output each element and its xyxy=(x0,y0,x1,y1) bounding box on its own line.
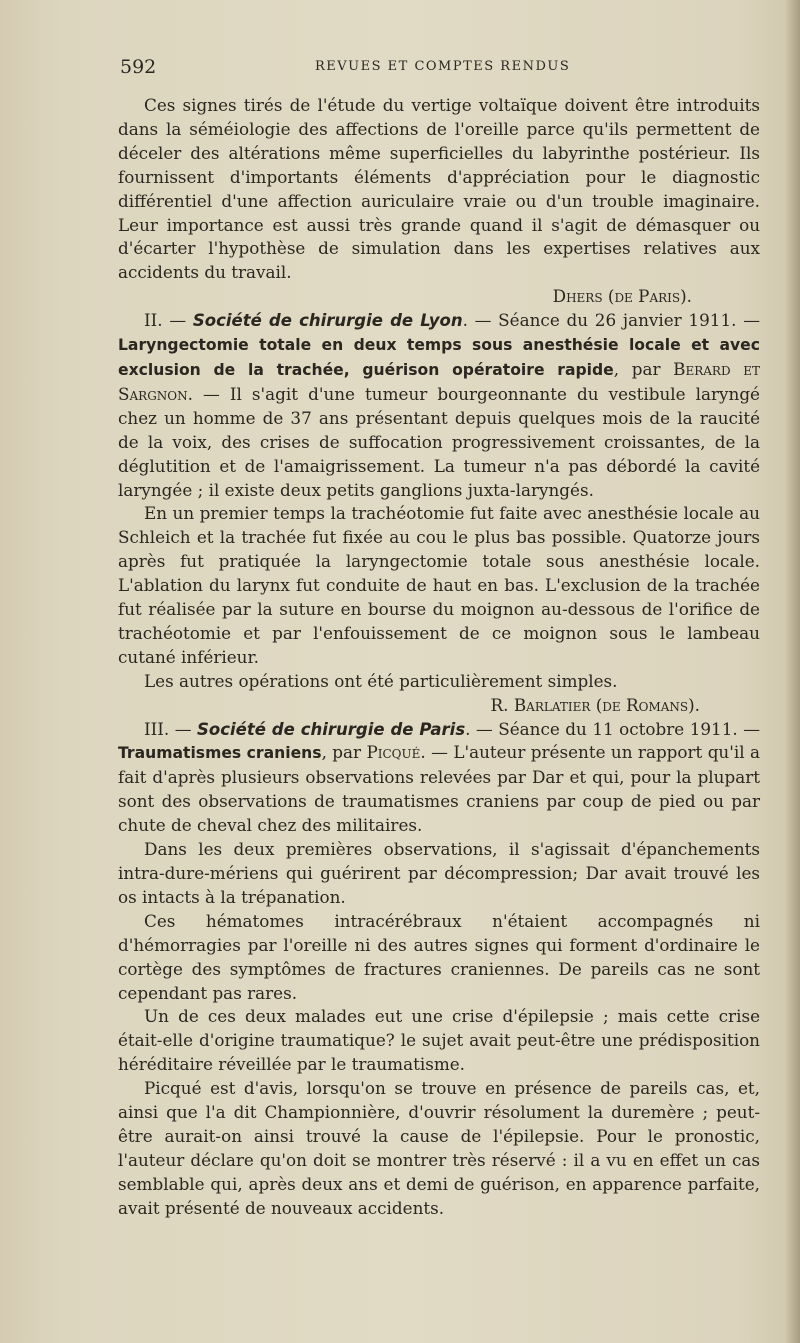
society-name: Société de chirurgie de Paris xyxy=(196,719,466,739)
section-number: II. — xyxy=(144,310,193,331)
society-name: Société de chirurgie de Lyon xyxy=(192,311,463,331)
section-text: . — L'auteur présente un rapport qu'il a fait d'après plusieurs observations relevées par Dar et qui, pour la plupart sont des observations de traumatismes craniens par coup de pied ou par chute de cheval chez des militaires. xyxy=(118,742,760,836)
by-text: , par xyxy=(613,358,674,379)
paragraph-epanchements: Dans les deux premières observations, il s'agissait d'épanchements intra-dure-mériens qui guérirent par décompression; Dar avait trouvé les os intacts à la trépanation. xyxy=(118,839,760,907)
page-edge xyxy=(786,0,800,1343)
article-title: Traumatismes craniens xyxy=(118,744,322,763)
page-number: 592 xyxy=(120,56,157,78)
paragraph-picque: Picqué est d'avis, lorsqu'on se trouve en présence de pareils cas, et, ainsi que l'a dit Championnière, d'ouvrir résolument la duremère ; peut-être aurait-on ainsi trouvé la cause de l'épilepsie. Pour le pronostic, l'auteur déclare qu'on doit se montrer très réservé : il a vu en effet un cas semblable qui, après deux ans et demi de guérison, en apparence parfaite, avait présenté de nouveaux accidents. xyxy=(118,1078,760,1218)
paragraph-epilepsie: Un de ces deux malades eut une crise d'épilepsie ; mais cette crise était-elle d'origine traumatique? le sujet avait peut-être une prédisposition héréditaire réveillée par le traumatisme. xyxy=(118,1006,760,1075)
session-date: . — Séance du 11 octobre 1911. — xyxy=(465,718,761,739)
section-iii-paragraph xyxy=(118,718,760,839)
article-body xyxy=(118,94,760,1221)
paragraph-tracheotomie: En un premier temps la trachéotomie fut faite avec anesthésie locale au Schleich et la trachée fut fixée au cou le plus bas possible. Quatorze jours après fut pratiquée la laryngectomie totale sous anesthésie locale. L'ablation du larynx fut conduite de haut en bas. L'exclusion de la trachée fut réalisée par la suture en bourse du moignon au-dessous de l'orifice de trachéotomie et par l'enfouissement de ce moignon sous le lambeau cutané inférieur. xyxy=(118,503,760,667)
section-text: . — Il s'agit d'une tumeur bourgeonnante du vestibule laryngé chez un homme de 37 ans présentant depuis quelques mois de la raucité de la voix, des crises de suffocation progressivement croissantes, de la déglutition et de l'amaigrissement. La tumeur n'a pas débordé la cavité laryngée ; il existe deux petits ganglions juxta-laryngés. xyxy=(118,383,760,500)
page-header xyxy=(120,56,760,80)
by-text: , par xyxy=(321,742,367,763)
session-date: . — Séance du 26 janvier 1911. — xyxy=(462,310,760,331)
section-ii-paragraph xyxy=(118,309,760,502)
article-title: Laryngectomie totale en deux temps sous anesthésie locale et avec exclusion de la trachée, guérison opératoire rapide xyxy=(118,336,760,379)
section-number: III. — xyxy=(144,718,197,739)
article-authors: Picqué xyxy=(366,742,421,763)
paragraph-vertige: Ces signes tirés de l'étude du vertige voltaïque doivent être introduits dans la séméiologie des affections de l'oreille parce qu'ils permettent de déceler des altérations même superficielles du labyrinthe postérieur. Ils fournissent d'importants éléments d'appréciation pour le diagnostic différentiel d'une affection auriculaire vraie ou d'un trouble imaginaire. Leur importance est aussi très grande quand il s'agit de démasquer ou d'écarter l'hypothèse de simulation dans les expertises relatives aux accidents du travail. xyxy=(118,95,760,283)
signature-barlatier xyxy=(118,694,760,718)
paragraph-operations: Les autres opérations ont été particulièrement simples. xyxy=(144,670,618,691)
paragraph-hematomes: Ces hématomes intracérébraux n'étaient accompagnés ni d'hémorragies par l'oreille ni des autres signes qui forment d'ordinaire le cortège des symptômes de fractures craniennes. De pareils cas ne sont cependant pas rares. xyxy=(118,910,760,1003)
running-title: REVUES ET COMPTES RENDUS xyxy=(315,59,571,74)
signature-text: R. Barlatier (de Romans). xyxy=(490,694,700,715)
signature-text: Dhers (de Paris). xyxy=(552,286,692,307)
signature-dhers xyxy=(118,285,760,309)
article-authors: Berard et Sargnon xyxy=(118,358,760,404)
